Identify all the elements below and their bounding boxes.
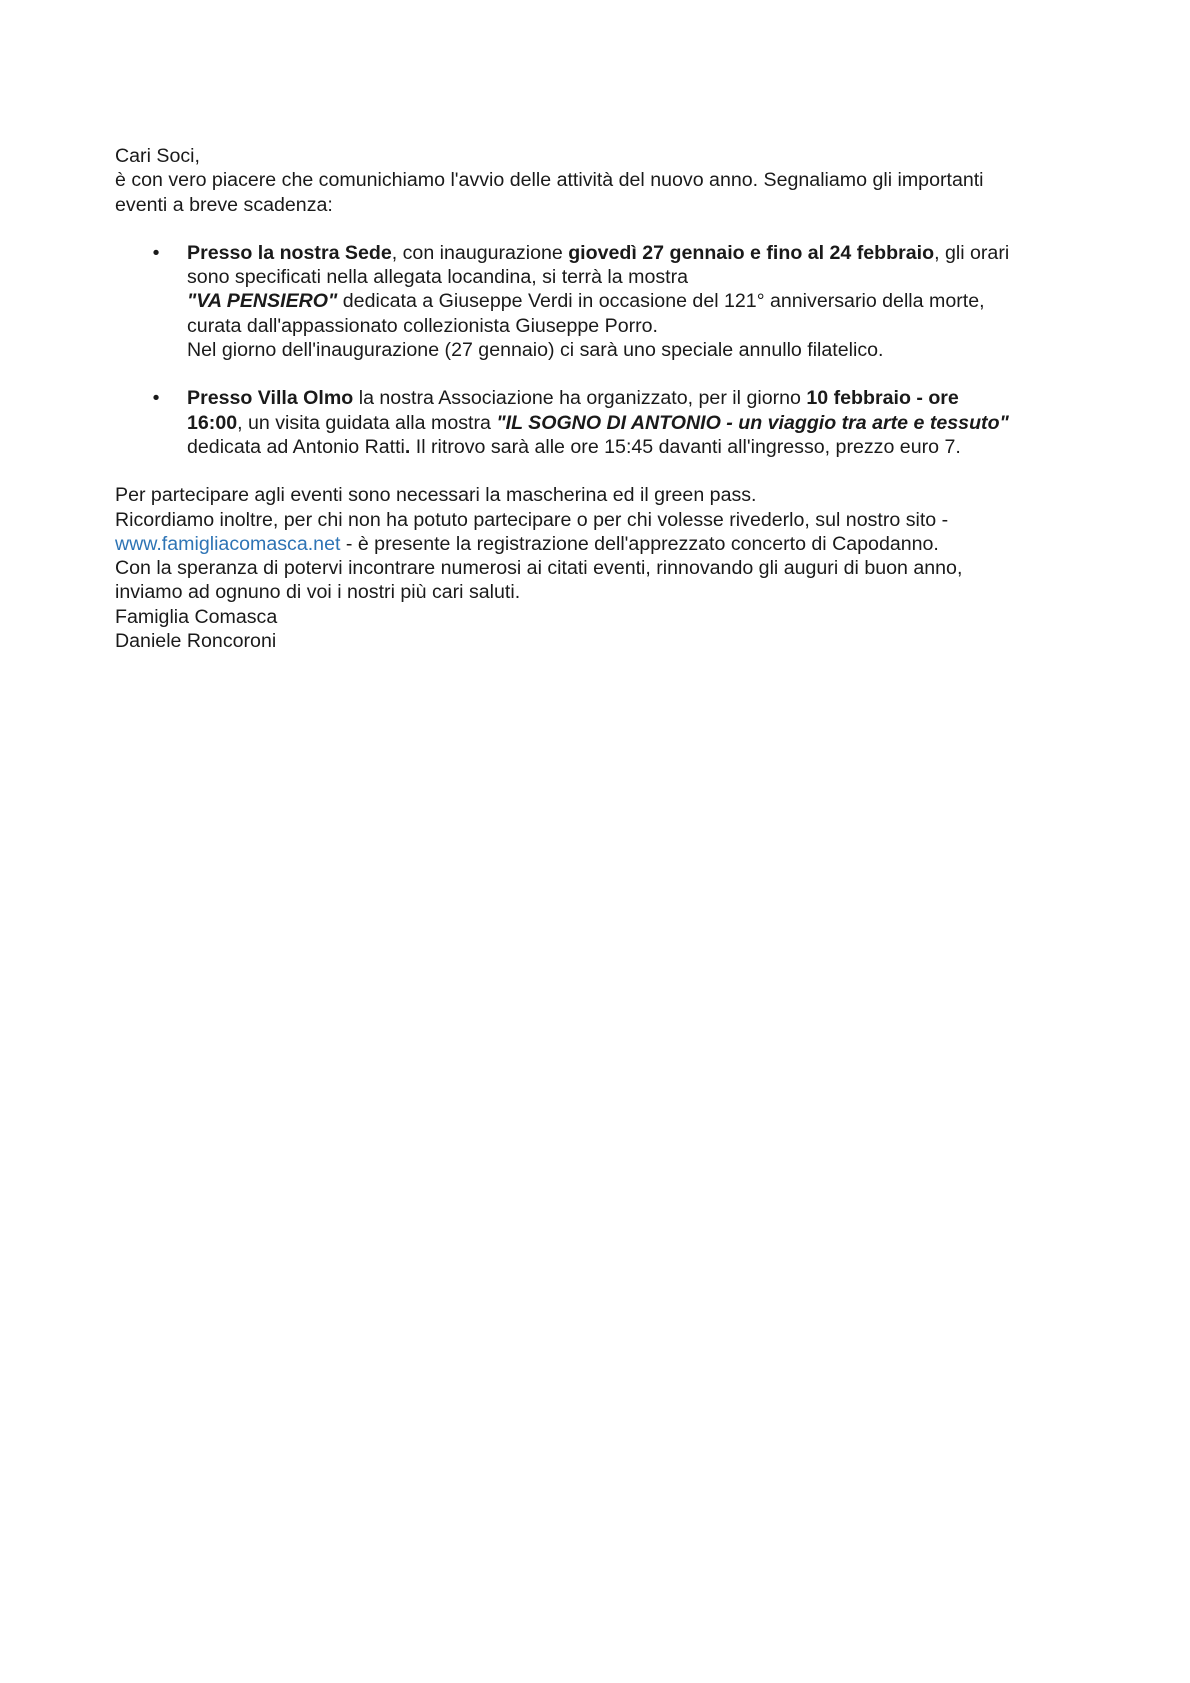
event-line: Presso Villa Olmo la nostra Associazione ha organizzato, per il giorno 10 febbraio - ore [187,387,959,410]
closing-line: Con la speranza di potervi incontrare numerosi ai citati eventi, rinnovando gli auguri di buon anno, [115,557,963,580]
signature-organization: Famiglia Comasca [115,605,278,628]
intro [115,144,1105,217]
event-line: 16:00, un visita guidata alla mostra "IL SOGNO DI ANTONIO - un viaggio tra arte e tessuto" [187,411,1009,434]
letter-body [115,144,1105,653]
exhibition-title: "VA PENSIERO" [187,290,338,313]
event-location: Presso Villa Olmo [187,387,354,410]
event-dates: giovedì 27 gennaio e fino al 24 febbraio [568,241,935,264]
event-list [115,241,1105,459]
event-item-villa-olmo [115,386,1105,459]
signature-name: Daniele Roncoroni [115,630,277,653]
event-time: 16:00 [187,411,238,434]
event-line: "VA PENSIERO" dedicata a Giuseppe Verdi in occasione del 121° anniversario della morte, [187,290,985,313]
closing-line: Per partecipare agli eventi sono necessari la mascherina ed il green pass. [115,484,757,507]
event-line: sono specificati nella allegata locandina, si terrà la mostra [187,266,688,289]
website-link[interactable]: www.famigliacomasca.net [115,532,341,555]
intro-line-1: è con vero piacere che comunichiamo l'avvio delle attività del nuovo anno. Segnaliamo gli importanti [115,169,984,192]
closing-line: inviamo ad ognuno di voi i nostri più cari saluti. [115,581,521,604]
exhibition-title: "IL SOGNO DI ANTONIO - un viaggio tra arte e tessuto" [496,411,1009,434]
event-item-sede [115,241,1105,362]
closing-line: Ricordiamo inoltre, per chi non ha potuto partecipare o per chi volesse rivederlo, sul nostro sito - [115,508,949,531]
bullet-icon: • [152,387,160,410]
event-line: Nel giorno dell'inaugurazione (27 gennaio) ci sarà uno speciale annullo filatelico. [187,339,884,362]
event-line: dedicata ad Antonio Ratti. Il ritrovo sarà alle ore 15:45 davanti all'ingresso, prezzo euro 7. [187,435,961,458]
greeting: Cari Soci, [115,145,200,167]
event-line: curata dall'appassionato collezionista Giuseppe Porro. [187,314,659,337]
event-location: Presso la nostra Sede [187,241,392,264]
closing [115,483,1105,653]
intro-line-2: eventi a breve scadenza: [115,193,333,216]
event-date: 10 febbraio - ore [806,387,959,410]
closing-line: www.famigliacomasca.net - è presente la registrazione dell'apprezzato concerto di Capodanno. [115,532,939,555]
event-line: Presso la nostra Sede, con inaugurazione giovedì 27 gennaio e fino al 24 febbraio, gli orari [187,241,1010,264]
bullet-icon: • [152,241,160,264]
